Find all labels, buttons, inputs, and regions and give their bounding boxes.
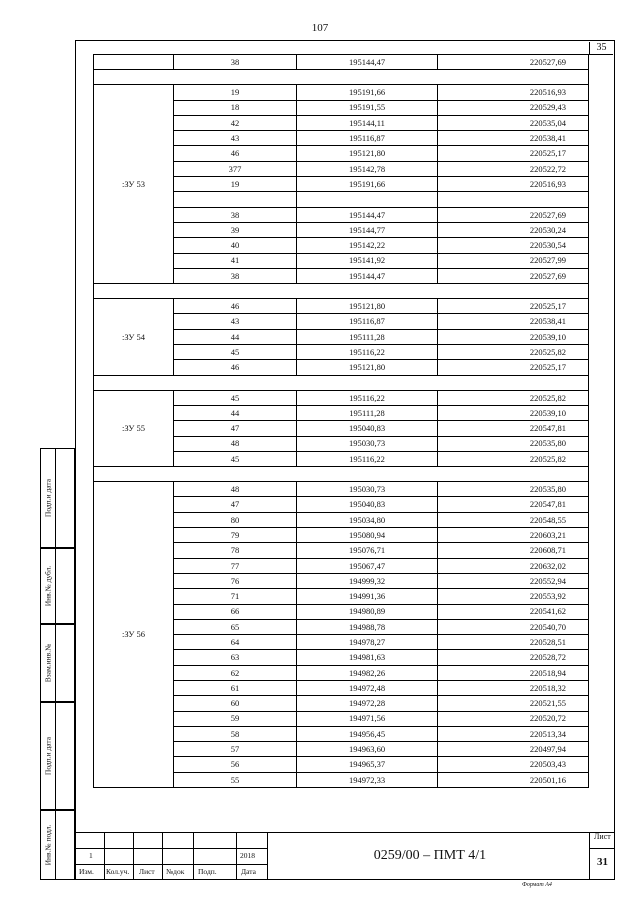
coord-x: 195116,22 (297, 345, 438, 360)
coord-y: 220525,17 (438, 146, 589, 161)
point-number: 62 (174, 665, 297, 680)
group-separator (94, 375, 589, 390)
coord-x: 195191,55 (297, 100, 438, 115)
coord-y: 220520,72 (438, 711, 589, 726)
point-number: 45 (174, 451, 297, 466)
point-number: 77 (174, 558, 297, 573)
sheet-number: 31 (597, 856, 608, 868)
parcel-name: :ЗУ 54 (94, 299, 174, 375)
point-number: 45 (174, 390, 297, 405)
coord-y: 220540,70 (438, 619, 589, 634)
group-separator (94, 284, 589, 299)
coord-y: 220525,82 (438, 345, 589, 360)
point-number: 19 (174, 85, 297, 100)
coord-x: 194982,26 (297, 665, 438, 680)
coord-y: 220530,24 (438, 222, 589, 237)
coord-x: 194988,78 (297, 619, 438, 634)
header-izm: Изм. (79, 867, 94, 876)
point-number: 38 (174, 55, 297, 70)
header-kol-uch: Кол.уч. (106, 867, 130, 876)
coord-y (438, 192, 589, 207)
coord-y: 220503,43 (438, 757, 589, 772)
coord-x: 195116,87 (297, 131, 438, 146)
coord-x: 194956,45 (297, 726, 438, 741)
point-number: 46 (174, 299, 297, 314)
coord-y: 220608,71 (438, 543, 589, 558)
coord-x: 195144,47 (297, 268, 438, 283)
point-number: 44 (174, 329, 297, 344)
header-list: Лист (139, 867, 155, 876)
coord-y: 220547,81 (438, 497, 589, 512)
coord-x: 195141,92 (297, 253, 438, 268)
coord-y: 220518,32 (438, 680, 589, 695)
coord-y: 220538,41 (438, 131, 589, 146)
point-number: 79 (174, 528, 297, 543)
point-number: 65 (174, 619, 297, 634)
coord-y: 220521,55 (438, 696, 589, 711)
coord-x: 195116,87 (297, 314, 438, 329)
coord-x: 195116,22 (297, 451, 438, 466)
coord-x: 194972,28 (297, 696, 438, 711)
coord-x: 195034,80 (297, 512, 438, 527)
coord-x: 194963,60 (297, 742, 438, 757)
coord-y: 220535,04 (438, 115, 589, 130)
coord-y: 220518,94 (438, 665, 589, 680)
coord-y: 220513,34 (438, 726, 589, 741)
side-stamp-dup-inv: Инв.№ дубл. (40, 548, 75, 624)
point-number: 59 (174, 711, 297, 726)
point-number: 76 (174, 573, 297, 588)
header-podp: Подп. (198, 867, 217, 876)
coord-y: 220525,82 (438, 451, 589, 466)
point-number: 61 (174, 680, 297, 695)
page-number: 107 (311, 22, 329, 34)
document-code: 0259/00 – ПМТ 4/1 (373, 848, 487, 863)
coord-y: 220538,41 (438, 314, 589, 329)
coord-x: 195121,80 (297, 146, 438, 161)
parcel-name: :ЗУ 55 (94, 390, 174, 466)
coord-x: 195080,94 (297, 528, 438, 543)
coord-x: 195144,77 (297, 222, 438, 237)
coord-y: 220539,10 (438, 405, 589, 420)
coord-y: 220539,10 (438, 329, 589, 344)
coord-y: 220547,81 (438, 421, 589, 436)
point-number (174, 192, 297, 207)
point-number: 48 (174, 436, 297, 451)
side-stamp-orig-inv: Инв.№ подл. (40, 810, 75, 880)
coord-x: 194980,89 (297, 604, 438, 619)
coord-y: 220527,69 (438, 268, 589, 283)
coord-y: 220525,82 (438, 390, 589, 405)
format-label: Формат А4 (522, 882, 552, 888)
coord-y: 220529,43 (438, 100, 589, 115)
point-number: 66 (174, 604, 297, 619)
side-stamp-replace-inv: Взам.инв.№ (40, 624, 75, 702)
coord-x: 195111,28 (297, 329, 438, 344)
point-number: 64 (174, 635, 297, 650)
point-number: 39 (174, 222, 297, 237)
point-number: 47 (174, 497, 297, 512)
coord-x: 195191,66 (297, 177, 438, 192)
parcel-name: :ЗУ 53 (94, 85, 174, 284)
coord-x: 195076,71 (297, 543, 438, 558)
point-number: 46 (174, 360, 297, 375)
point-number: 56 (174, 757, 297, 772)
table-row (94, 482, 589, 497)
coord-y: 220535,80 (438, 436, 589, 451)
coord-x: 195116,22 (297, 390, 438, 405)
point-number: 78 (174, 543, 297, 558)
coord-x: 195144,47 (297, 55, 438, 70)
point-number: 38 (174, 268, 297, 283)
coord-x: 195040,83 (297, 421, 438, 436)
coord-x: 195144,47 (297, 207, 438, 222)
coord-y: 220516,93 (438, 177, 589, 192)
point-number: 19 (174, 177, 297, 192)
coord-y: 220516,93 (438, 85, 589, 100)
point-number: 43 (174, 131, 297, 146)
sheet-label: Лист (594, 832, 611, 841)
title-block-rev: 1 (89, 851, 93, 860)
coord-x: 194972,48 (297, 680, 438, 695)
coord-y: 220525,17 (438, 299, 589, 314)
point-number: 18 (174, 100, 297, 115)
coord-x: 194972,33 (297, 772, 438, 787)
side-stamp-sign-date-2: Подп.и дата (40, 702, 75, 810)
point-number: 45 (174, 345, 297, 360)
coord-y: 220497,94 (438, 742, 589, 757)
coord-x: 195142,22 (297, 238, 438, 253)
coord-x: 194999,32 (297, 573, 438, 588)
coord-y: 220525,17 (438, 360, 589, 375)
coord-y: 220527,69 (438, 55, 589, 70)
coord-y: 220527,99 (438, 253, 589, 268)
point-number: 60 (174, 696, 297, 711)
point-number: 46 (174, 146, 297, 161)
point-number: 48 (174, 482, 297, 497)
coord-y: 220603,21 (438, 528, 589, 543)
coord-x: 194981,63 (297, 650, 438, 665)
point-number: 377 (174, 161, 297, 176)
point-number: 43 (174, 314, 297, 329)
coord-y: 220501,16 (438, 772, 589, 787)
coord-x: 194978,27 (297, 635, 438, 650)
point-number: 63 (174, 650, 297, 665)
coord-y: 220541,62 (438, 604, 589, 619)
header-ndok: №док (166, 867, 185, 876)
point-number: 44 (174, 405, 297, 420)
coord-x: 195191,66 (297, 85, 438, 100)
coord-x: 195121,80 (297, 299, 438, 314)
table-row (94, 85, 589, 100)
point-number: 57 (174, 742, 297, 757)
point-number: 71 (174, 589, 297, 604)
point-number: 41 (174, 253, 297, 268)
coord-y: 220548,55 (438, 512, 589, 527)
coord-x: 195030,73 (297, 436, 438, 451)
coord-x: 195142,78 (297, 161, 438, 176)
parcel-name: :ЗУ 56 (94, 482, 174, 788)
side-stamp-sign-date-1: Подп.и дата (40, 448, 75, 548)
table-row (94, 299, 589, 314)
point-number: 58 (174, 726, 297, 741)
coord-x: 194971,56 (297, 711, 438, 726)
parcel-name (94, 55, 174, 70)
coord-y: 220522,72 (438, 161, 589, 176)
coordinates-table (93, 54, 589, 788)
coord-x: 195111,28 (297, 405, 438, 420)
coord-x: 195067,47 (297, 558, 438, 573)
coord-x: 194965,37 (297, 757, 438, 772)
coord-x (297, 192, 438, 207)
coord-x: 195030,73 (297, 482, 438, 497)
title-block-year: 2018 (240, 851, 255, 860)
coord-y: 220527,69 (438, 207, 589, 222)
header-data: Дата (241, 867, 256, 876)
coord-y: 220530,54 (438, 238, 589, 253)
group-separator (94, 467, 589, 482)
coord-y: 220528,72 (438, 650, 589, 665)
table-row (94, 390, 589, 405)
coord-y: 220552,94 (438, 573, 589, 588)
point-number: 80 (174, 512, 297, 527)
point-number: 47 (174, 421, 297, 436)
sheet-corner-number: 35 (589, 42, 613, 55)
coord-y: 220553,92 (438, 589, 589, 604)
coord-x: 195121,80 (297, 360, 438, 375)
coord-x: 194991,36 (297, 589, 438, 604)
point-number: 40 (174, 238, 297, 253)
coord-y: 220528,51 (438, 635, 589, 650)
point-number: 42 (174, 115, 297, 130)
point-number: 55 (174, 772, 297, 787)
coord-x: 195040,83 (297, 497, 438, 512)
table-row (94, 55, 589, 70)
coord-x: 195144,11 (297, 115, 438, 130)
group-separator (94, 70, 589, 85)
coord-y: 220632,02 (438, 558, 589, 573)
coord-y: 220535,80 (438, 482, 589, 497)
point-number: 38 (174, 207, 297, 222)
